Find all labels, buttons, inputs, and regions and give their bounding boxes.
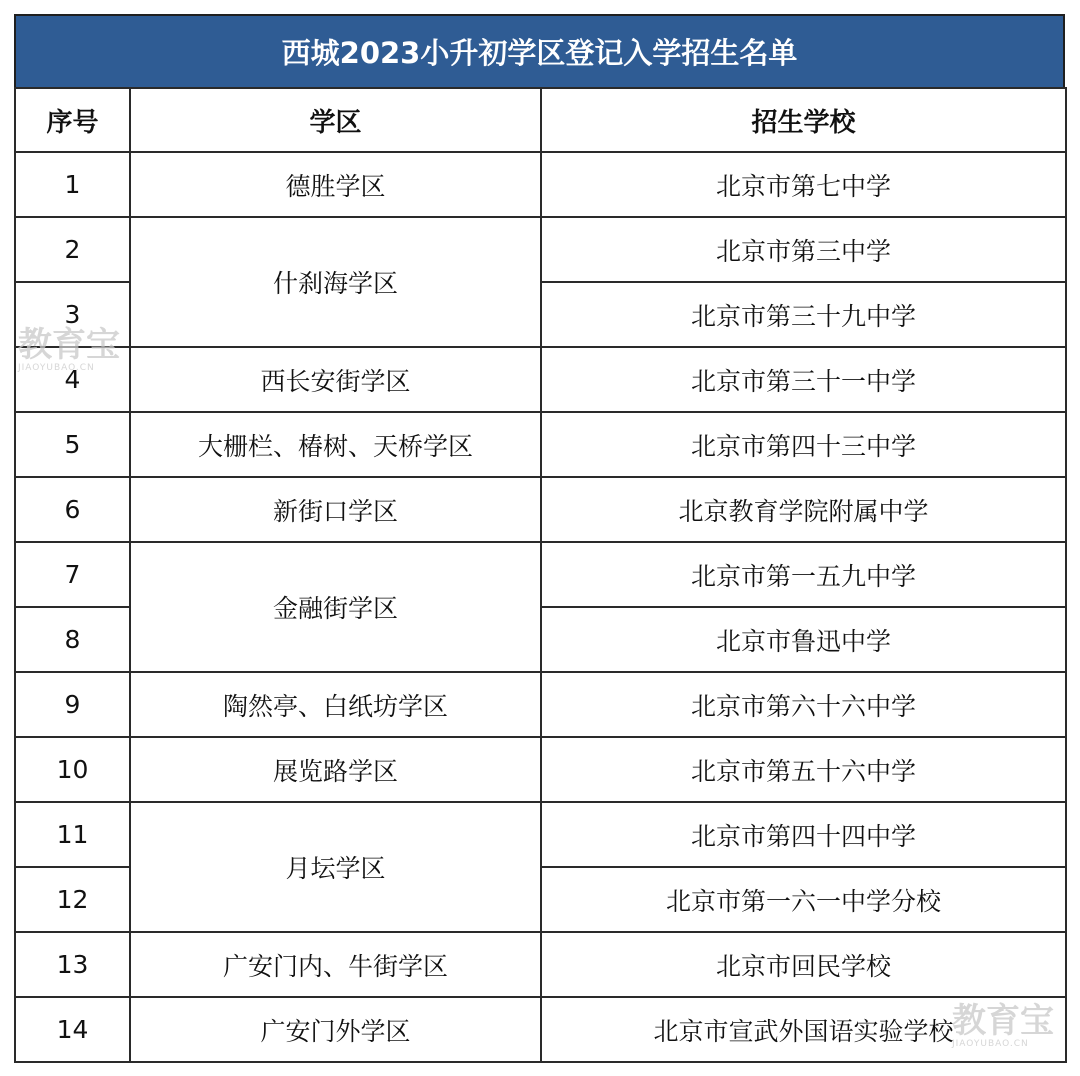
school-cell: 北京教育学院附属中学 xyxy=(541,477,1066,542)
school-cell: 北京市第一六一中学分校 xyxy=(541,867,1066,932)
row-number: 3 xyxy=(15,282,130,347)
district-cell: 陶然亭、白纸坊学区 xyxy=(130,672,541,737)
school-cell: 北京市回民学校 xyxy=(541,932,1066,997)
school-cell: 北京市第三中学 xyxy=(541,217,1066,282)
table-row xyxy=(15,477,1066,542)
table-row xyxy=(15,217,1066,282)
school-cell: 北京市宣武外国语实验学校 xyxy=(541,997,1066,1062)
school-cell: 北京市第四十四中学 xyxy=(541,802,1066,867)
school-cell: 北京市第三十九中学 xyxy=(541,282,1066,347)
school-cell: 北京市第四十三中学 xyxy=(541,412,1066,477)
district-cell: 什刹海学区 xyxy=(130,217,541,347)
header-no: 序号 xyxy=(15,88,130,152)
watermark-right-text: 教育宝 xyxy=(952,1001,1054,1041)
district-cell: 大栅栏、椿树、天桥学区 xyxy=(130,412,541,477)
district-cell: 广安门内、牛街学区 xyxy=(130,932,541,997)
row-number: 11 xyxy=(15,802,130,867)
row-number: 10 xyxy=(15,737,130,802)
row-number: 9 xyxy=(15,672,130,737)
school-cell: 北京市鲁迅中学 xyxy=(541,607,1066,672)
district-cell: 德胜学区 xyxy=(130,152,541,217)
row-number: 6 xyxy=(15,477,130,542)
table-row xyxy=(15,672,1066,737)
row-number: 14 xyxy=(15,997,130,1062)
row-number: 4 xyxy=(15,347,130,412)
table-row xyxy=(15,997,1066,1062)
school-cell: 北京市第一五九中学 xyxy=(541,542,1066,607)
school-cell: 北京市第五十六中学 xyxy=(541,737,1066,802)
row-number: 12 xyxy=(15,867,130,932)
row-number: 8 xyxy=(15,607,130,672)
header-area: 学区 xyxy=(130,88,541,152)
row-number: 13 xyxy=(15,932,130,997)
watermark-left-sub: JIAOYUBAO.CN xyxy=(18,363,95,373)
district-cell: 西长安街学区 xyxy=(130,347,541,412)
table-row xyxy=(15,802,1066,867)
table-row xyxy=(15,347,1066,412)
row-number: 7 xyxy=(15,542,130,607)
row-number: 2 xyxy=(15,217,130,282)
school-cell: 北京市第六十六中学 xyxy=(541,672,1066,737)
school-cell: 北京市第七中学 xyxy=(541,152,1066,217)
table-row xyxy=(15,412,1066,477)
table-row xyxy=(15,932,1066,997)
row-number: 1 xyxy=(15,152,130,217)
table-row xyxy=(15,542,1066,607)
district-cell: 月坛学区 xyxy=(130,802,541,932)
header-row xyxy=(15,88,1066,152)
table-row xyxy=(15,737,1066,802)
table-title: 西城2023小升初学区登记入学招生名单 xyxy=(14,14,1065,87)
enrollment-table-container xyxy=(14,14,1065,1063)
header-school: 招生学校 xyxy=(541,88,1066,152)
district-cell: 金融街学区 xyxy=(130,542,541,672)
table-row xyxy=(15,152,1066,217)
district-cell: 新街口学区 xyxy=(130,477,541,542)
district-cell: 广安门外学区 xyxy=(130,997,541,1062)
watermark-left-text: 教育宝 xyxy=(18,325,120,365)
row-number: 5 xyxy=(15,412,130,477)
district-cell: 展览路学区 xyxy=(130,737,541,802)
school-cell: 北京市第三十一中学 xyxy=(541,347,1066,412)
enrollment-table xyxy=(14,87,1067,1063)
watermark-right-sub: JIAOYUBAO.CN xyxy=(952,1039,1029,1049)
